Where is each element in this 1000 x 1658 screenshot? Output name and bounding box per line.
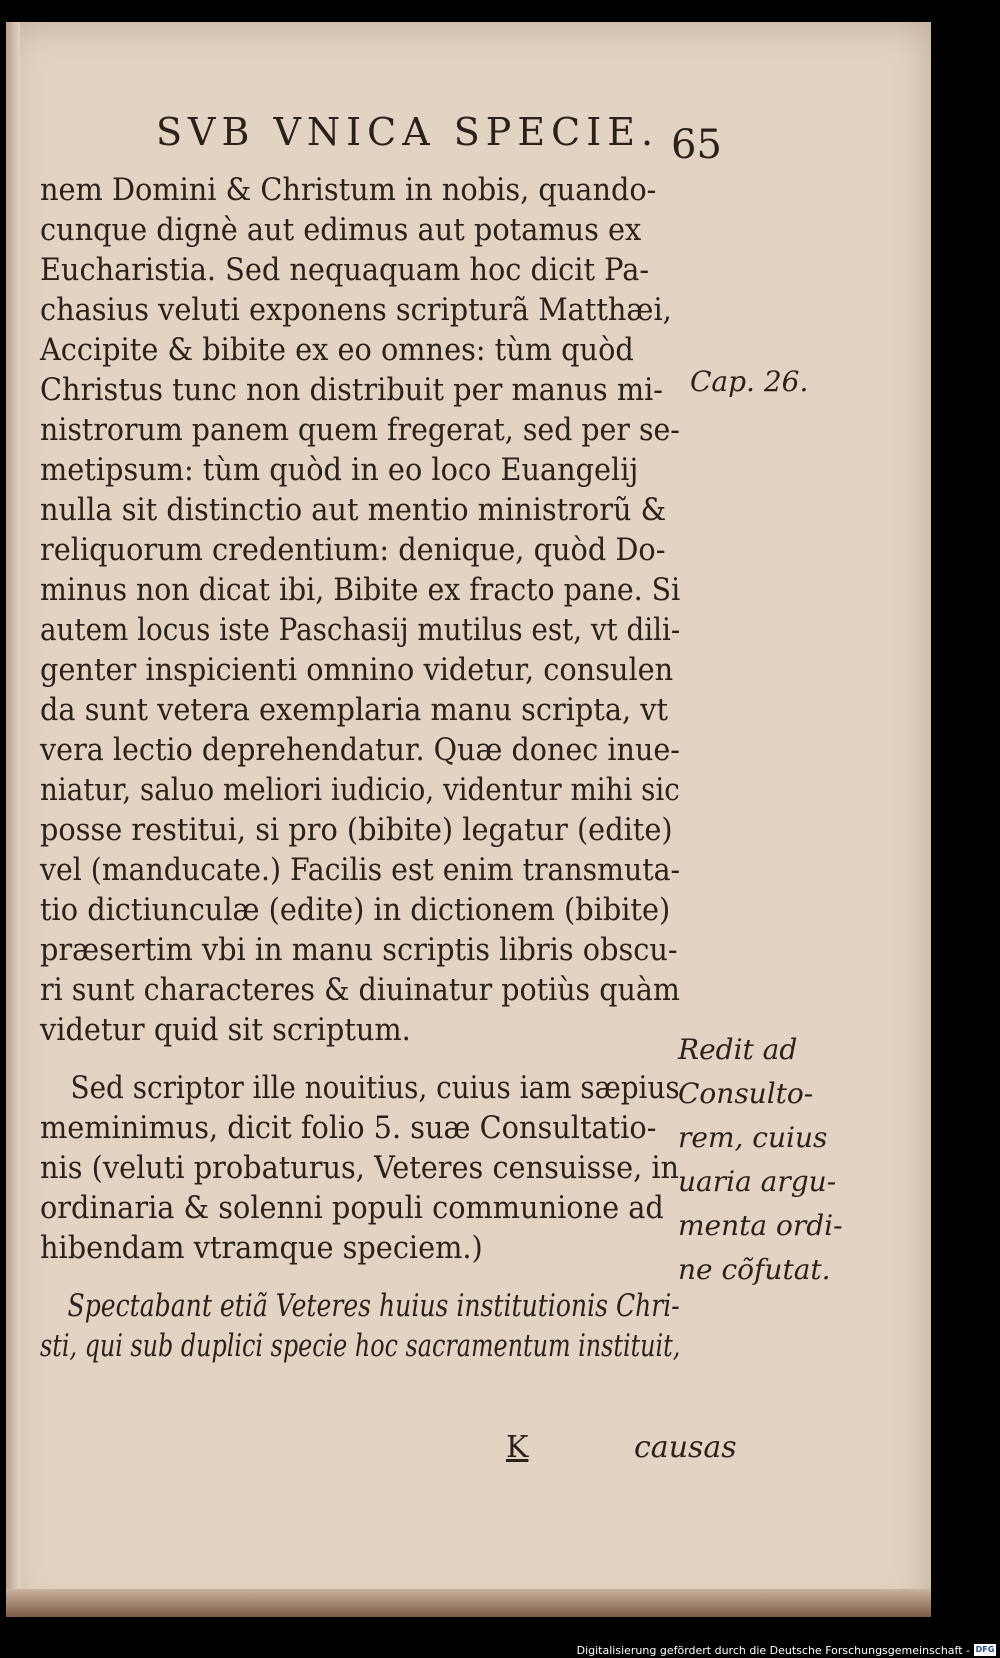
- text-line: Accipite & bibite ex eo omnes: tùm quòd: [40, 332, 634, 368]
- text-line: genter inspicienti omnino videtur, consulen: [40, 652, 674, 688]
- paragraph-1: [40, 170, 730, 1050]
- text-line: nis (veluti probaturus, Veteres censuisse, in: [40, 1150, 680, 1186]
- running-head: SVB VNICA SPECIE.: [156, 110, 660, 154]
- text-line: tio dictiunculæ (edite) in dictionem (bibite): [40, 892, 671, 928]
- text-line: posse restitui, si pro (bibite) legatur (edite): [40, 812, 673, 848]
- text-line: sti, qui sub duplici specie hoc sacramentum instituit,: [40, 1328, 681, 1364]
- margin-note-line: rem, cuius: [678, 1121, 828, 1154]
- text-line: chasius veluti exponens scripturã Matthæi,: [40, 292, 672, 328]
- text-line: autem locus iste Paschasij mutilus est, vt dili-: [40, 612, 681, 648]
- catchword: causas: [634, 1430, 737, 1465]
- margin-note-chapter: Cap. 26.: [690, 365, 809, 398]
- margin-note-line: uaria argu-: [678, 1165, 837, 1198]
- text-line: da sunt vetera exemplaria manu scripta, vt: [40, 692, 669, 728]
- text-line: Christus tunc non distribuit per manus mi-: [40, 372, 664, 408]
- main-text: [40, 170, 730, 1366]
- text-line: metipsum: tùm quòd in eo loco Euangelij: [40, 452, 639, 488]
- text-line: Spectabant etiã Veteres huius institutionis Chri-: [67, 1288, 680, 1324]
- text-line: vel (manducate.) Facilis est enim transmuta-: [40, 852, 681, 888]
- margin-note-line: Consulto-: [678, 1077, 814, 1110]
- text-line: meminimus, dicit folio 5. suæ Consultatio-: [40, 1110, 657, 1146]
- margin-note-line: ne cõfutat.: [678, 1253, 831, 1286]
- text-line: ri sunt characteres & diuinatur potiùs quàm: [40, 972, 680, 1008]
- text-line: nulla sit distinctio aut mentio ministrorũ &: [40, 492, 667, 528]
- page-edge: [6, 1589, 931, 1617]
- page-number: 65: [671, 122, 722, 168]
- text-line: hibendam vtramque speciem.): [40, 1230, 483, 1266]
- text-line: cunque dignè aut edimus aut potamus ex: [40, 212, 642, 248]
- funding-credit: Digitalisierung gefördert durch die Deutsche Forschungsgemeinschaft -: [576, 1644, 970, 1657]
- text-line: ordinaria & solenni populi communione ad: [40, 1190, 664, 1226]
- margin-note-line: Redit ad: [678, 1033, 798, 1066]
- text-line: Sed scriptor ille nouitius, cuius iam sæpius: [70, 1070, 680, 1106]
- text-line: minus non dicat ibi, Bibite ex fracto pane. Si: [40, 572, 681, 608]
- dfg-logo: DFG: [975, 1645, 995, 1654]
- book-page: [6, 22, 931, 1617]
- text-line: Eucharistia. Sed nequaquam hoc dicit Pa-: [40, 252, 650, 288]
- page-gutter: [6, 22, 20, 1617]
- text-line: niatur, saluo meliori iudicio, videntur mihi sic: [40, 772, 680, 808]
- paragraph-2: [40, 1068, 730, 1268]
- text-line: nem Domini & Christum in nobis, quando-: [40, 172, 657, 208]
- text-line: nistrorum panem quem fregerat, sed per se-: [40, 412, 680, 448]
- text-line: præsertim vbi in manu scriptis libris obscu-: [40, 932, 678, 968]
- paragraph-3: [40, 1286, 730, 1366]
- text-line: vera lectio deprehendatur. Quæ donec inue-: [40, 732, 680, 768]
- margin-note-redit: [678, 1028, 843, 1292]
- text-line: videtur quid sit scriptum.: [40, 1012, 411, 1048]
- footer-bar: [0, 1642, 1000, 1658]
- margin-note-line: menta ordi-: [678, 1209, 843, 1242]
- signature-mark: K: [506, 1430, 529, 1465]
- text-line: reliquorum credentium: denique, quòd Do-: [40, 532, 666, 568]
